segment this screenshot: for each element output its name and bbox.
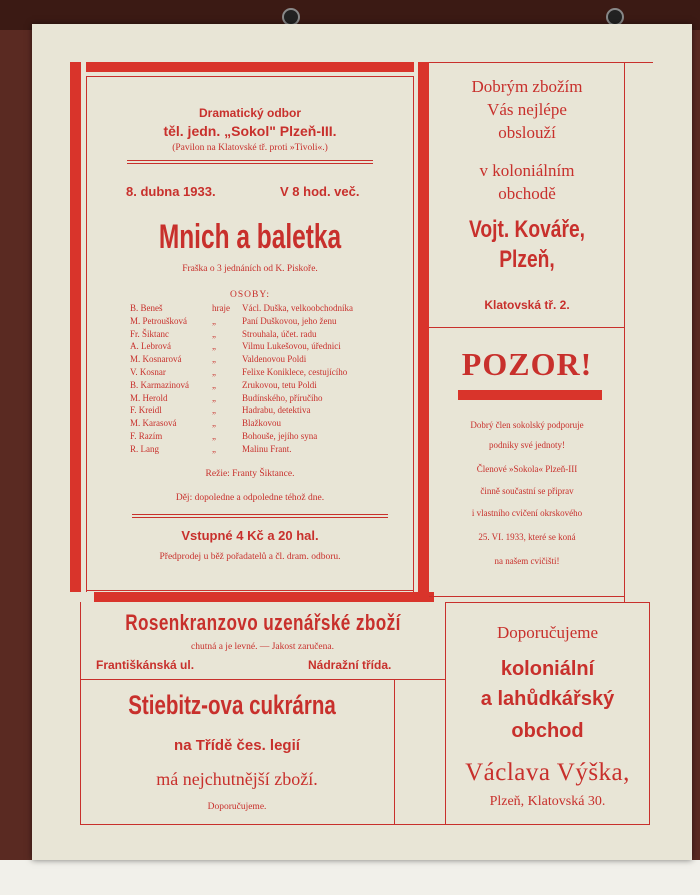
cast-actor: M. Petroušková [130, 315, 187, 326]
cast-plays: „ [212, 392, 216, 403]
deli-line2: a lahůdkářský [480, 688, 615, 710]
frame-bar-left [70, 62, 81, 592]
setting: Děj: dopoledne a odpoledne téhož dne. [175, 493, 325, 503]
cast-actor: M. Karasová [130, 418, 177, 429]
cast-plays: hraje [212, 303, 230, 313]
divider-line [649, 602, 650, 824]
sausage-addr-left: Františkánská ul. [96, 658, 195, 672]
frame-bar-bottom [94, 592, 434, 602]
cast-role: Strouhala, účet. radu [242, 328, 317, 339]
cast-row [130, 316, 405, 328]
grocer-line3: obslouží [498, 123, 556, 142]
cast-row [130, 341, 405, 353]
divider-line [80, 824, 650, 825]
divider-line [80, 679, 445, 680]
cast-actor: R. Lang [130, 443, 159, 454]
play-subtitle: Fraška o 3 jednáních od K. Piskoře. [182, 264, 318, 274]
cast-role: Václ. Duška, velkoobchodníka [242, 303, 353, 313]
sausage-title: Rosenkranzovo uzenářské zboží [125, 610, 401, 635]
notice-line4: činně součastní se připrav [480, 486, 574, 496]
rule [132, 517, 388, 518]
time: V 8 hod. več. [280, 184, 360, 199]
grocer-line5: obchodě [498, 184, 556, 203]
cast-row [130, 367, 405, 379]
deli-line1: koloniální [500, 658, 595, 680]
deli-owner: Václava Výška, [465, 759, 630, 786]
notice-heading: POZOR! [461, 346, 593, 382]
presale: Předprodej u běž pořadatelů a čl. dram. odboru. [159, 552, 341, 562]
inner-line [413, 76, 414, 592]
rule [132, 514, 388, 515]
cast-actor: B. Karmazinová [130, 379, 189, 390]
cast-row [130, 354, 405, 366]
cast-row [130, 431, 405, 443]
cast-row [130, 393, 405, 405]
notice-line3: Členové »Sokola« Plzeň-III [476, 464, 578, 474]
cast-role: Bohouše, jejího syna [242, 431, 318, 441]
confectionery-slogan: má nejchutnější zboží. [156, 769, 318, 789]
cast-plays: „ [212, 328, 216, 339]
divider-line [80, 602, 81, 824]
cast-role: Hadrabu, detektiva [242, 405, 311, 416]
divider-line [394, 679, 395, 824]
cast-plays: „ [212, 405, 216, 416]
cast-role: Zrukovou, tetu Poldi [242, 379, 317, 390]
cast-role: Budínského, příručího [242, 392, 323, 403]
cast-row [130, 329, 405, 341]
cast-role: Vilmu Lukešovou, úřednici [242, 341, 341, 352]
confectionery-street: na Třídě čes. legií [174, 737, 300, 754]
cast-plays: „ [212, 367, 216, 377]
cast-actor: Fr. Šiktanc [130, 328, 170, 339]
cast-plays: „ [212, 341, 216, 352]
notice-line6: 25. VI. 1933, které se koná [478, 532, 576, 542]
cast-actor: M. Herold [130, 392, 168, 403]
deli-intro: Doporučujeme [496, 623, 599, 642]
divider-line [429, 596, 625, 597]
rule [127, 160, 373, 161]
cast-plays: „ [212, 354, 216, 365]
divider-line [429, 327, 625, 328]
grocer-line1: Dobrým zbožím [471, 77, 583, 96]
cast-actor: F. Razím [130, 431, 163, 441]
sausage-tagline: chutná a je levné. — Jakost zaručena. [191, 642, 334, 652]
cast-actor: A. Lebrová [130, 341, 171, 352]
cast-role: Paní Duškovou, jeho ženu [242, 315, 337, 326]
divider-line [429, 62, 653, 63]
cast-actor: B. Beneš [130, 303, 163, 313]
cast-plays: „ [212, 418, 216, 429]
director: Režie: Franty Šiktance. [205, 469, 295, 479]
frame-bar-right [418, 62, 429, 602]
grocer-name1: Vojt. Kováře, [469, 216, 585, 243]
notice-bar [458, 390, 602, 400]
floor-background [0, 860, 700, 895]
deli-address: Plzeň, Klatovská 30. [489, 794, 606, 809]
cast-role: Malinu Frant. [242, 443, 292, 454]
cast-actor: F. Kreidl [130, 405, 162, 416]
frame-bar-top [86, 62, 414, 72]
confectionery-title: Stiebitz-ova cukrárna [128, 690, 336, 720]
cast-actor: V. Kosnar [130, 367, 166, 377]
inner-line [86, 76, 414, 77]
cast-row [130, 380, 405, 392]
cast-actor: M. Kosnarová [130, 354, 182, 365]
play-title: Mnich a baletka [158, 218, 342, 256]
cast-role: Valdenovou Poldi [242, 354, 307, 365]
poster [32, 24, 692, 860]
notice-line7: na našem cvičišti! [494, 556, 560, 566]
sausage-addr-right: Nádražní třída. [308, 658, 392, 672]
grocer-line4: v koloniálním [479, 161, 575, 180]
cast-row [130, 444, 405, 456]
cast-heading: OSOBY: [230, 290, 270, 300]
notice-line1: Dobrý člen sokolský podporuje [470, 420, 584, 430]
notice-line2: podniky své jednoty! [489, 440, 565, 450]
cast-row [130, 405, 405, 417]
cast-plays: „ [212, 443, 216, 454]
grocer-name2: Plzeň, [499, 246, 555, 273]
venue: (Pavilon na Klatovské tř. proti »Tivoli«.) [172, 143, 328, 153]
divider-line [445, 602, 650, 603]
inner-line [86, 590, 414, 591]
date: 8. dubna 1933. [126, 184, 216, 199]
org-line1: Dramatický odbor [198, 106, 302, 120]
grocer-address: Klatovská tř. 2. [484, 298, 570, 312]
cast-role: Felixe Koniklece, cestujícího [242, 367, 348, 377]
org-line2: těl. jedn. „Sokol" Plzeň-III. [163, 123, 337, 139]
cast-row [130, 303, 405, 315]
rule [127, 163, 373, 164]
inner-line [86, 76, 87, 592]
cast-plays: „ [212, 431, 216, 441]
cast-plays: „ [212, 379, 216, 390]
cast-plays: „ [212, 315, 216, 326]
divider-line [624, 62, 625, 602]
cast-row [130, 418, 405, 430]
confectionery-footer: Doporučujeme. [207, 802, 267, 812]
notice-line5: i vlastního cvičení okrskového [471, 508, 583, 518]
deli-line3: obchod [511, 720, 584, 742]
grocer-line2: Vás nejlépe [487, 100, 567, 119]
admission: Vstupné 4 Kč a 20 hal. [181, 528, 319, 543]
cast-role: Blažkovou [242, 418, 281, 429]
